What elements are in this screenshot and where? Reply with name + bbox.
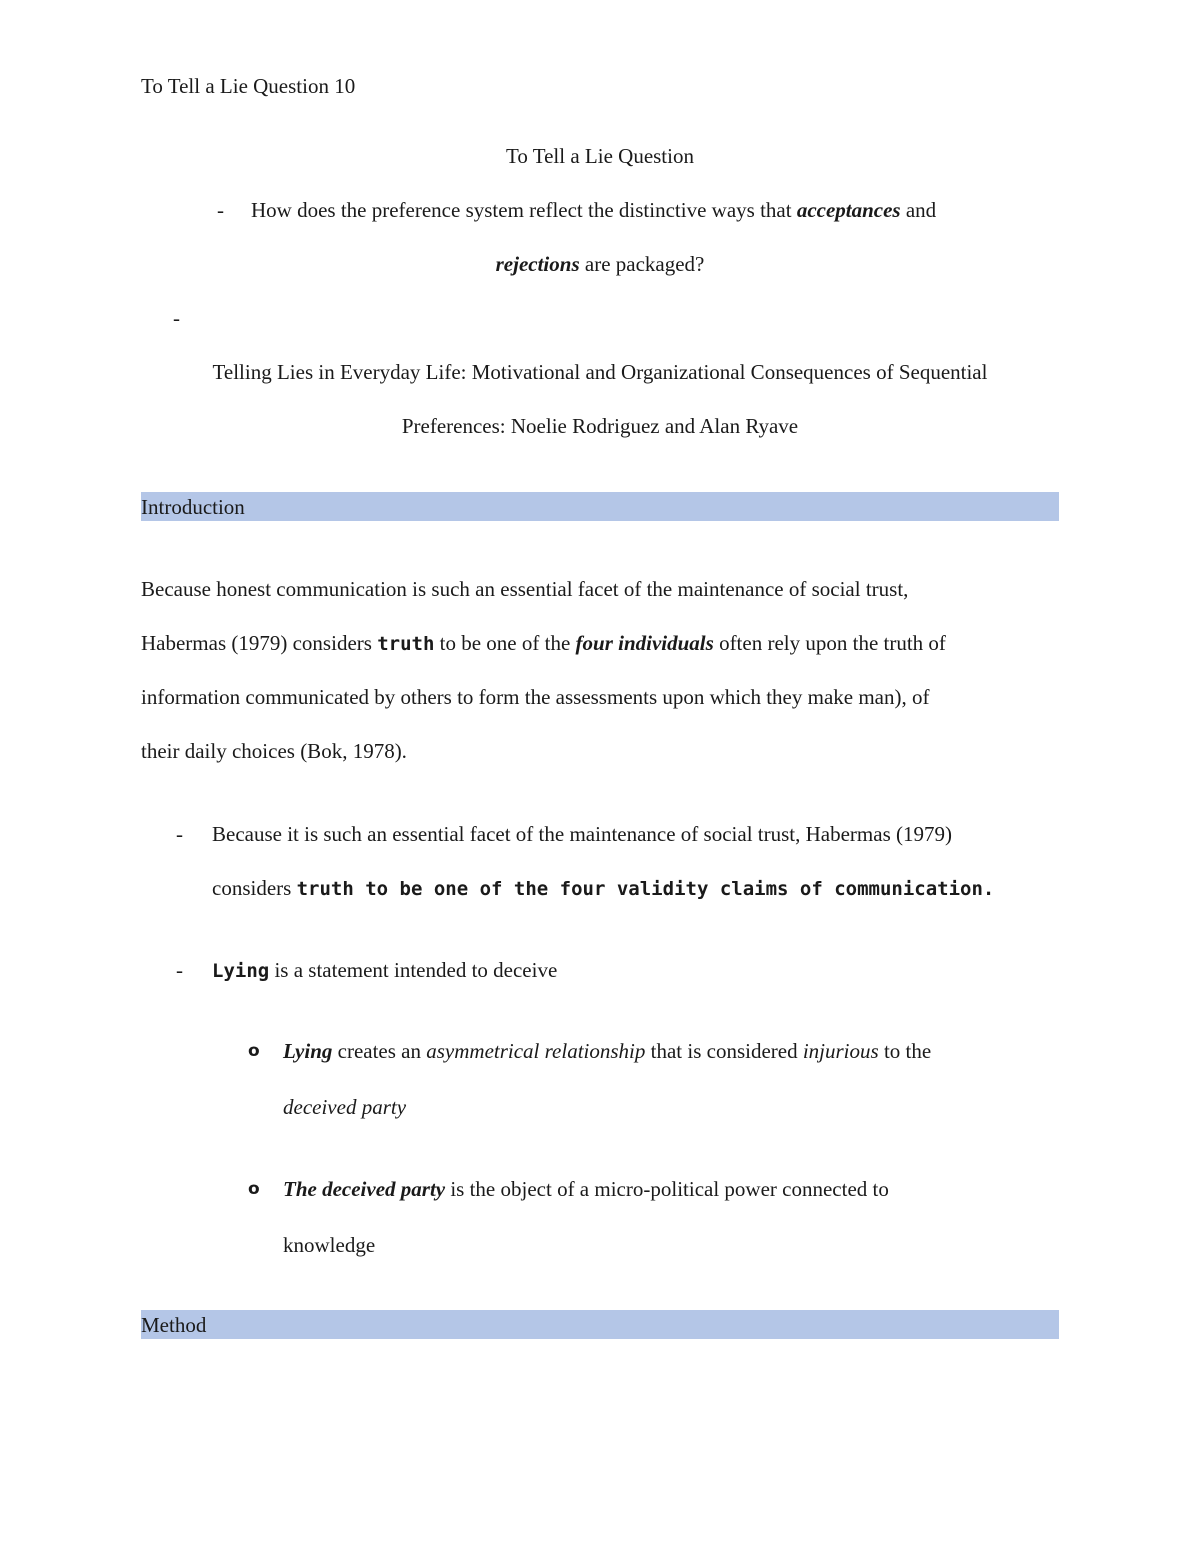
sub-bullet-1-line-2 [283, 1093, 406, 1121]
intro-text: often rely upon the truth of [713, 631, 946, 655]
sub-bullet-2-line-1 [283, 1175, 889, 1203]
sub-bullet-text: that is considered [645, 1039, 803, 1063]
intro-paragraph-line-2 [141, 629, 946, 658]
question-text-and: and [900, 198, 937, 222]
intro-emphasis-four-individuals: four individuals [575, 631, 714, 655]
bullet-2-line [212, 956, 557, 985]
bullet-1-line-2 [212, 874, 994, 903]
sub-bullet-text: to the [878, 1039, 932, 1063]
question-text: How does the preference system reflect the distinctive ways that [251, 198, 797, 222]
intro-paragraph-line-4: their daily choices (Bok, 1978). [141, 739, 407, 763]
sub-bullet-1-marker: o [248, 1041, 260, 1061]
question-line-2 [0, 250, 1200, 278]
sub-bullet-2-emphasis-deceived-party: The deceived party [283, 1177, 446, 1201]
sub-bullet-2-line-2: knowledge [283, 1233, 376, 1257]
sub-bullet-text: creates an [332, 1039, 427, 1063]
intro-paragraph-line-3: information communicated by others to form the assessments upon which they make man), of [141, 685, 930, 709]
sub-bullet-1-italic-injurious: injurious [802, 1039, 879, 1063]
intro-text: to be one of the [434, 631, 576, 655]
question-line-1 [251, 196, 936, 224]
section-heading-method [141, 1310, 1059, 1339]
article-title-line-2: Preferences: Noelie Rodriguez and Alan Ryave [401, 414, 799, 438]
question-dash: - [217, 198, 224, 222]
question-emphasis-rejections: rejections [495, 252, 580, 276]
bullet-text: is a statement intended to deceive [269, 958, 558, 982]
bullet-1-line-1: Because it is such an essential facet of the maintenance of social trust, Habermas (1979) [212, 822, 952, 846]
intro-bold-truth: truth [377, 633, 435, 655]
sub-bullet-1-line-1 [283, 1037, 931, 1065]
bullet-2-bold-lying: Lying [212, 960, 270, 982]
sub-bullet-1-italic-asymmetrical: asymmetrical relationship [426, 1039, 646, 1063]
question-text-end: are packaged? [579, 252, 705, 276]
intro-paragraph-line-1: Because honest communication is such an essential facet of the maintenance of social trust, [141, 577, 909, 601]
section-label: Method [141, 1313, 207, 1337]
section-heading-introduction [141, 492, 1059, 521]
intro-text: Habermas (1979) considers [141, 631, 378, 655]
question-emphasis-acceptances: acceptances [796, 198, 901, 222]
sub-bullet-1-emphasis-lying: Lying [283, 1039, 333, 1063]
bullet-text: considers [212, 876, 297, 900]
bullet-2-dash: - [176, 958, 183, 982]
bullet-1-bold-claim: truth to be one of the four validity claims of communication. [296, 878, 995, 900]
sub-bullet-2-marker: o [248, 1179, 260, 1199]
document-title: To Tell a Lie Question [506, 144, 694, 168]
sub-bullet-1-italic-deceived-party: deceived party [283, 1095, 407, 1119]
bullet-1-dash: - [176, 822, 183, 846]
empty-list-dash: - [173, 306, 180, 330]
running-head: To Tell a Lie Question 10 [141, 74, 356, 98]
section-label: Introduction [141, 495, 245, 519]
sub-bullet-text: is the object of a micro-political power connected to [445, 1177, 889, 1201]
article-title-line-1: Telling Lies in Everyday Life: Motivational and Organizational Consequences of Sequential [212, 360, 988, 384]
